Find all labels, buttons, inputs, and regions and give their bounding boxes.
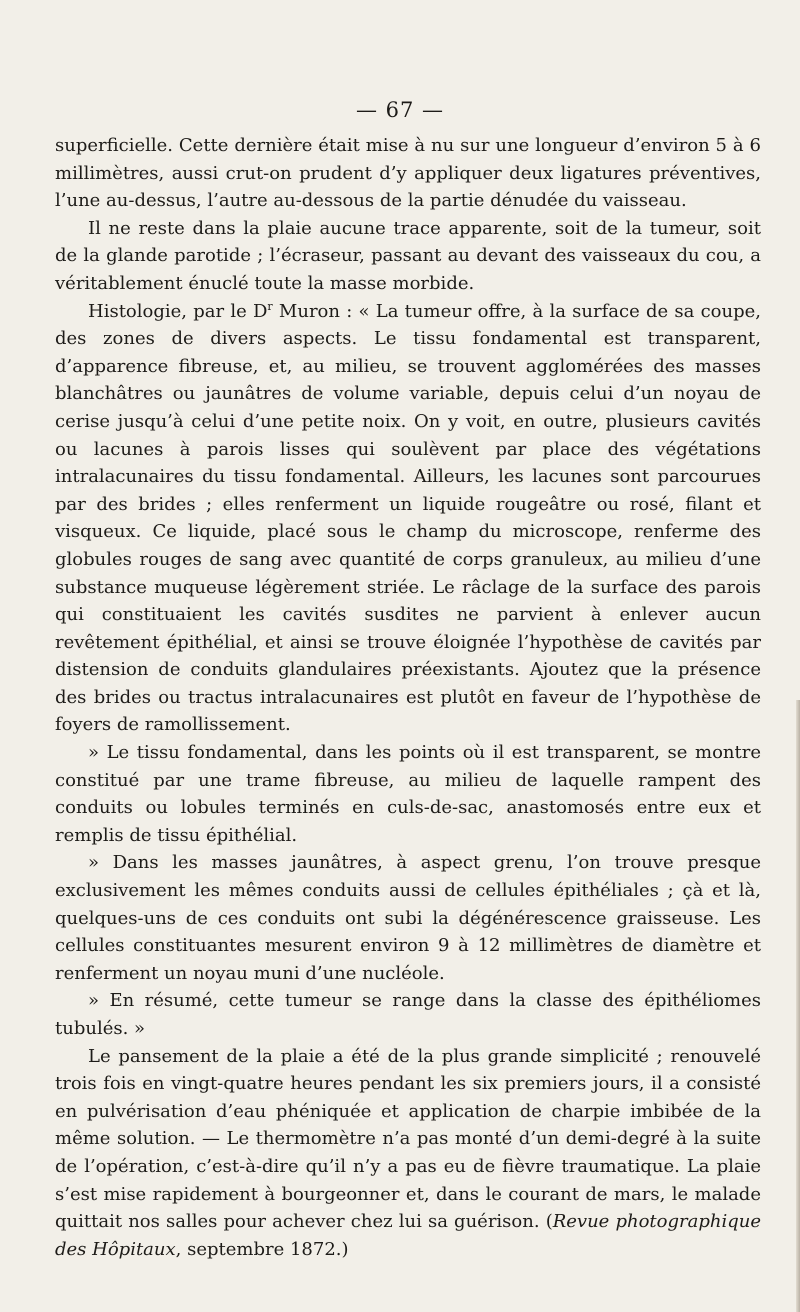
paragraph-7-pansement (55, 1043, 761, 1264)
paragraph-6: » En résumé, cette tumeur se range dans la classe des épithéliomes tubulés. » (55, 990, 761, 1039)
source-citation-date: , septembre 1872.) (175, 1238, 349, 1260)
paragraph-1: superficielle. Cette dernière était mise à nu sur une longueur d’environ 5 à 6 millimètres, aussi crut-on prudent d’y appliquer deux ligatures préventives, l’une au-dessus, l’autre au-dessous de la partie dénudée du vaisseau. (55, 135, 761, 212)
paragraph-4: » Le tissu fondamental, dans les points où il est transparent, se montre constitué par une trame fibreuse, au milieu de laquelle rampent des conduits ou lobules terminés en culs-de-sac, anastomosés entre eux et remplis de tissu épithélial. (55, 742, 761, 846)
page-edge-shadow (796, 700, 800, 1312)
paragraph-3-histologie (55, 298, 761, 740)
paragraph-5: » Dans les masses jaunâtres, à aspect grenu, l’on trouve presque exclusivement les mêmes conduits aussi de cellules épithéliales ; çà et là, quelques-uns de ces conduits ont subi la dégénérescence graisseuse. Les cellules constituantes mesurent environ 9 à 12 millimètres de diamètre et renferment un noyau muni d’une nucléole. (55, 852, 761, 984)
body-text (55, 132, 761, 1263)
page-number: — 67 — (355, 98, 445, 122)
source-citation-title: Revue photographique des Hôpitaux (55, 1211, 761, 1260)
doctor-abbrev-superscript: r (267, 299, 273, 313)
histologie-intro: Histologie, par le D (88, 300, 268, 322)
pansement-text: Le pansement de la plaie a été de la plus grande simplicité ; renouvelé trois fois en vingt-quatre heures pendant les six premiers jours, il a consisté en pulvérisation d’eau phéniquée et application de charpie imbibée de la même solution. — Le thermomètre n’a pas monté d’un demi-degré à la suite de l’opération, c’est-à-dire qu’il n’y a pas eu de fièvre traumatique. La plaie s’est mise rapidement à bourgeonner et, dans le courant de mars, le malade quittait nos salles pour achever chez lui sa guérison. ( (55, 1045, 761, 1233)
paragraph-2: Il ne reste dans la plaie aucune trace apparente, soit de la tumeur, soit de la glande parotide ; l’écraseur, passant au devant des vaisseaux du cou, a véritablement énuclé toute la masse morbide. (55, 217, 761, 294)
histologie-text: Muron : « La tumeur offre, à la surface de sa coupe, des zones de divers aspects. Le tissu fondamental est transparent, d’apparence fibreuse, et, au milieu, se trouvent agglomérées des masses blanchâtres ou jaunâtres de volume variable, depuis celui d’un noyau de cerise jusqu’à celui d’une petite noix. On y voit, en outre, plusieurs cavités ou lacunes à parois lisses qui soulèvent par place des végétations intralacunaires du tissu fondamental. Ailleurs, les lacunes sont parcourues par des brides ; elles renferment un liquide rougeâtre ou rosé, filant et visqueux. Ce liquide, placé sous le champ du microscope, renferme des globules rouges de sang avec quantité de corps granuleux, au milieu d’une substance muqueuse légèrement striée. Le râclage de la surface des parois qui constituaient les cavités susdites ne parvient à enlever aucun revêtement épithélial, et ainsi se trouve éloignée l’hypothèse de cavités par distension de conduits glandulaires préexistants. Ajoutez que la présence des brides ou tractus intralacunaires est plutôt en faveur de l’hypothèse de foyers de ramollissement. (55, 300, 761, 736)
